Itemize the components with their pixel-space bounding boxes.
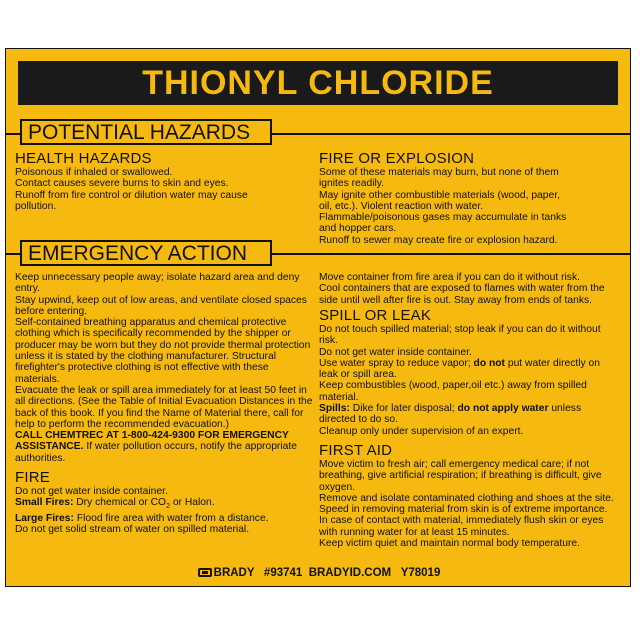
fire-line-1: Do not get water inside container.: [15, 486, 168, 497]
first-aid-line: breathing, give artificial respiration; if breathing is difficult, give: [319, 470, 602, 482]
first-aid-line: Keep victim quiet and maintain normal body temperature.: [319, 538, 580, 550]
website: BRADYID.COM: [308, 567, 392, 579]
emergency-line: Stay upwind, keep out of low areas, and ventilate closed spaces: [15, 294, 307, 306]
brady-logo-icon: [198, 568, 212, 577]
health-line: pollution.: [15, 200, 57, 212]
emergency-line: materials.: [15, 373, 60, 385]
chemtrec-line-3: authorities.: [15, 452, 66, 464]
fire-explosion-line: Some of these materials may burn, but none of them: [319, 167, 559, 178]
health-line: Contact causes severe burns to skin and eyes.: [15, 178, 229, 190]
chemtrec-line-1: [15, 430, 315, 441]
chemtrec-bold-1: CALL CHEMTREC AT 1-800-424-9300 FOR EMERGENCY: [15, 430, 289, 442]
large-fires-text: Flood fire area with water from a distance.: [73, 512, 269, 524]
spill-line-vapor: [319, 358, 629, 369]
emergency-right-line: side until well after fire is out. Stay away from ends of tanks.: [319, 294, 592, 306]
product-code: Y78019: [400, 567, 441, 579]
fire-explosion-text: [319, 167, 625, 246]
fire-explosion-line: oil, etc.). Violent reaction with water.: [319, 200, 484, 212]
emergency-left-text: [15, 272, 315, 464]
spill-line: Keep combustibles (wood, paper,oil etc.) away from spilled: [319, 380, 587, 392]
health-hazards-text: [15, 167, 311, 212]
emergency-right-line: Move container from fire area if you can do it without risk.: [319, 272, 580, 283]
chemtrec-rest-1: If water pollution occurs, notify the appropriate: [83, 441, 297, 453]
fire-explosion-line: and hopper cars.: [319, 223, 397, 235]
spill-vapor-a: Use water spray to reduce vapor;: [319, 357, 474, 369]
fire-explosion-line: Flammable/poisonous gases may accumulate in tanks: [319, 212, 567, 224]
spill-leak-heading: SPILL OR LEAK: [319, 307, 432, 324]
first-aid-line: Move victim to fresh air; call emergency medical care; if not: [319, 459, 590, 470]
large-fires-label: Large Fires:: [15, 512, 74, 524]
emergency-line: before entering.: [15, 305, 88, 317]
potential-hazards-heading: POTENTIAL HAZARDS: [20, 119, 272, 145]
spill-leak-text: [319, 324, 629, 437]
label-footer: [6, 567, 632, 579]
small-fires-sub: 2: [166, 503, 170, 511]
first-aid-line: oxygen.: [319, 481, 356, 493]
first-aid-heading: FIRST AID: [319, 442, 393, 459]
emergency-line: Self-contained breathing apparatus and chemical protective: [15, 317, 287, 329]
label-title: THIONYL CHLORIDE: [18, 61, 618, 105]
emergency-right-line: Cool containers that are exposed to flames with water from the: [319, 283, 605, 295]
spills-bold: do not apply water: [457, 403, 549, 415]
small-fires-text-a: Dry chemical or CO: [73, 497, 167, 509]
spill-line: Do not touch spilled material; stop leak if you can do it without: [319, 324, 601, 335]
spill-vapor-b: put water directly on: [504, 357, 600, 369]
small-fires-text-b: or Halon.: [169, 497, 215, 509]
small-fires-label: Small Fires:: [15, 497, 74, 509]
emergency-line: producer may be worn but they do not provide thermal protection: [15, 339, 311, 351]
spills-b: unless: [548, 403, 582, 415]
brand-name: BRADY: [213, 567, 255, 579]
first-aid-text: [319, 459, 629, 549]
chemtrec-line-2: [15, 441, 315, 452]
health-line: Runoff from fire control or dilution water may cause: [15, 189, 248, 201]
fire-explosion-heading: FIRE OR EXPLOSION: [319, 150, 475, 167]
part-number: #93741: [263, 567, 303, 579]
fire-explosion-line: Runoff to sewer may create fire or explosion hazard.: [319, 234, 558, 246]
spill-line: leak or spill area.: [319, 369, 397, 381]
fire-explosion-line: ignites readily.: [319, 178, 385, 190]
chemtrec-bold-2: ASSISTANCE.: [15, 441, 84, 453]
health-hazards-heading: HEALTH HAZARDS: [15, 150, 152, 167]
emergency-right-text: [319, 272, 629, 306]
spills-label: Spills:: [319, 403, 350, 415]
fire-explosion-line: May ignite other combustible materials (wood, paper,: [319, 189, 560, 201]
fire-heading: FIRE: [15, 469, 50, 486]
fire-line-small: [15, 497, 315, 512]
emergency-line: all directions. (See the Table of Initial Evacuation Distances in the: [15, 396, 313, 408]
spill-line: directed to do so.: [319, 414, 398, 426]
emergency-line: Keep unnecessary people away; isolate hazard area and deny entry.: [15, 272, 300, 295]
first-aid-line: Speed in removing material from skin is of extreme importance.: [319, 504, 608, 516]
fire-line-large: [15, 513, 315, 524]
emergency-line: help to perform the recommended evacuation.): [15, 418, 230, 430]
spill-line: risk.: [319, 335, 338, 347]
emergency-action-heading: EMERGENCY ACTION: [20, 240, 272, 266]
emergency-line: back of this book. If you find the Name of Material there, call for: [15, 407, 304, 419]
safety-label: [5, 48, 631, 587]
spill-line: material.: [319, 391, 359, 403]
emergency-line: Evacuate the leak or spill area immediately for at least 50 feet in: [15, 384, 307, 396]
first-aid-line: In case of contact with material, immediately flush skin or eyes: [319, 515, 604, 527]
spill-line: Do not get water inside container.: [319, 346, 472, 358]
spill-line: Cleanup only under supervision of an expert.: [319, 425, 524, 437]
first-aid-line: with running water for at least 15 minutes.: [319, 526, 510, 538]
emergency-line: clothing which is specifically recommended by the shipper or: [15, 328, 291, 340]
health-line: Poisonous if inhaled or swallowed.: [15, 167, 173, 178]
spill-vapor-bold: do not: [473, 357, 505, 369]
fire-line-4: Do not get solid stream of water on spilled material.: [15, 523, 250, 535]
emergency-line: firefighter's protective clothing is not effective with these: [15, 362, 269, 374]
emergency-line: unless it is stated by the clothing manufacturer. Structural: [15, 351, 276, 363]
first-aid-line: Remove and isolate contaminated clothing and shoes at the site.: [319, 492, 614, 504]
fire-text: [15, 486, 315, 535]
spill-line-spills: [319, 403, 629, 414]
spills-a: Dike for later disposal;: [349, 403, 458, 415]
